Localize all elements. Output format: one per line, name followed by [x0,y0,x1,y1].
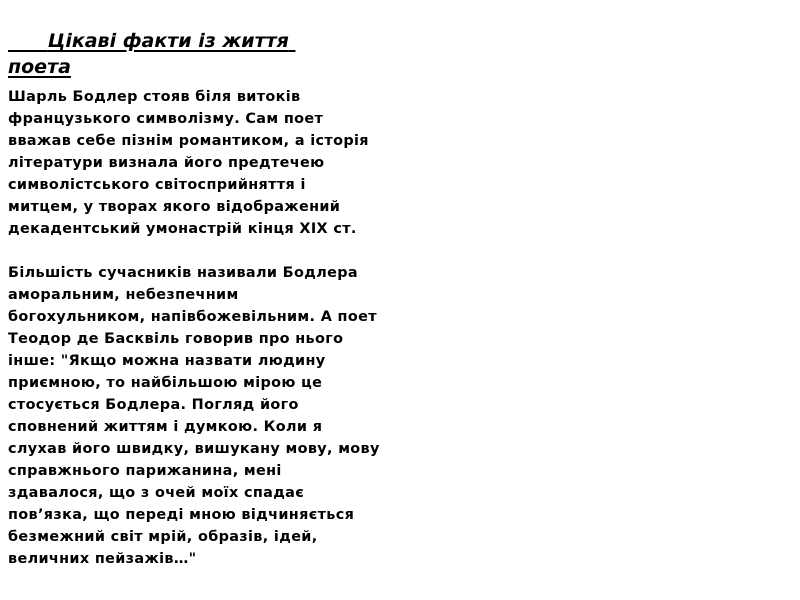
slide-title: Цікаві факти із життя поета [8,30,296,78]
slide-body [8,86,380,570]
paragraph-symbolism: Шарль Бодлер стояв біля витоків французького символізму. Сам поет вважав себе пізнім романтиком, а історія літератури визнала його предтечею символістського світосприйняття і митцем, у творах якого відображений декадентський умонастрій кінця XIX ст. [8,89,369,237]
paragraph-contemporaries: Більшість сучасників називали Бодлера аморальним, небезпечним богохульником, напівбожевільним. А поет Теодор де Басквіль говорив про нього інше: "Якщо можна назвати людину приємною, то найбільшою мірою це стосується Бодлера. Погляд його сповнений життям і думкою. Коли я слухав його швидку, вишукану мову, мову справжнього парижанина, мені здавалося, що з очей моїх спадає пов’язка, що переді мною відчиняється безмежний світ мрій, образів, ідей, величних пейзажів…" [8,265,380,567]
